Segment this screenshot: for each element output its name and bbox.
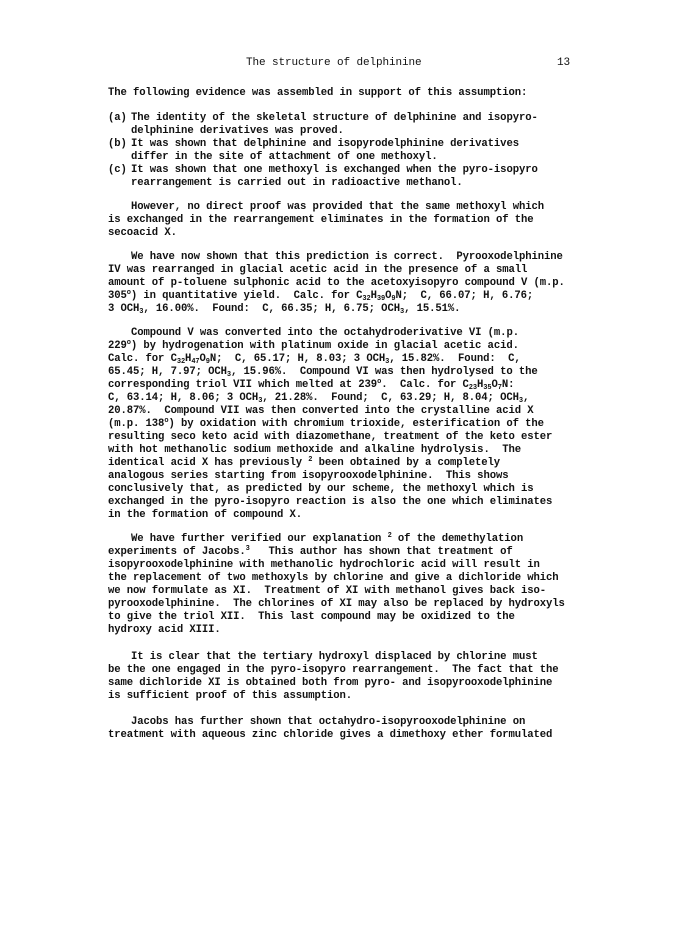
paragraph-line: Jacobs has further shown that octahydro-isopyrooxodelphinine on: [131, 716, 526, 728]
evidence-b-line2: differ in the site of attachment of one methoxyl.: [131, 151, 438, 163]
evidence-label-c: (c): [108, 164, 127, 176]
paragraph-line: is exchanged in the rearrangement eliminates in the formation of the: [108, 214, 534, 226]
evidence-c-line2: rearrangement is carried out in radioactive methanol.: [131, 177, 463, 189]
paragraph-line: IV was rearranged in glacial acetic acid in the presence of a small: [108, 264, 528, 276]
paragraph-line: 20.87%. Compound VII was then converted into the crystalline acid X: [108, 405, 534, 417]
paragraph-line: However, no direct proof was provided that the same methoxyl which: [131, 201, 544, 213]
evidence-label-a: (a): [108, 112, 127, 124]
evidence-a-line2: delphinine derivatives was proved.: [131, 125, 344, 137]
running-title: The structure of delphinine: [246, 57, 422, 69]
paragraph-line: Compound V was converted into the octahydroderivative VI (m.p.: [131, 327, 519, 339]
paragraph-line: We have further verified our explanation $^2$ of the demethylation: [131, 532, 524, 545]
paragraph-line: 229$^o$) by hydrogenation with platinum oxide in glacial acetic acid.: [108, 339, 519, 352]
intro-line: The following evidence was assembled in support of this assumption:: [108, 87, 528, 99]
paragraph-line: amount of p-toluene sulphonic acid to the acetoxyisopyro compound V (m.p.: [108, 277, 565, 289]
paragraph-line: we now formulate as XI. Treatment of XI with methanol gives back iso-: [108, 585, 547, 597]
paragraph-line: secoacid X.: [108, 227, 177, 239]
paragraph-line: (m.p. 138$^o$) by oxidation with chromium trioxide, esterification of the: [108, 417, 544, 430]
paragraph-line: Calc. for $C_{32}H_{47}O_9N$; C, 65.17; H, 8.03; 3 $OCH_3$, 15.82%. Found: C,: [108, 353, 521, 366]
paragraph-line: pyrooxodelphinine. The chlorines of XI may also be replaced by hydroxyls: [108, 598, 565, 610]
evidence-c-line1: It was shown that one methoxyl is exchanged when the pyro-isopyro: [131, 164, 538, 176]
paragraph-line: conclusively that, as predicted by our scheme, the methoxyl which is: [108, 483, 534, 495]
paragraph-line: 305$^o$) in quantitative yield. Calc. for $C_{32}H_{39}O_9N$; C, 66.07; H, 6.76;: [108, 289, 534, 303]
paragraph-line: It is clear that the tertiary hydroxyl displaced by chlorine must: [131, 651, 538, 663]
paragraph-line: be the one engaged in the pyro-isopyro rearrangement. The fact that the: [108, 664, 559, 676]
paragraph-line: We have now shown that this prediction is correct. Pyrooxodelphinine: [131, 251, 563, 263]
paragraph-line: 3 $OCH_3$, 16.00%. Found: C, 66.35; H, 6.75; $OCH_3$, 15.51%.: [108, 303, 461, 316]
page-number: 13: [557, 57, 571, 69]
evidence-label-b: (b): [108, 138, 127, 150]
paragraph-line: corresponding triol VII which melted at 239$^o$. Calc. for $C_{23}H_{35}O_7N$:: [108, 378, 515, 392]
paragraph-line: resulting seco keto acid with diazomethane, treatment of the keto ester: [108, 431, 553, 443]
paragraph-line: to give the triol XII. This last compound may be oxidized to the: [108, 611, 515, 623]
paragraph-line: is sufficient proof of this assumption.: [108, 690, 353, 702]
paragraph-line: identical acid X has previously $^2$ been obtained by a completely: [108, 456, 501, 469]
paragraph-line: same dichloride XI is obtained both from pyro- and isopyrooxodelphinine: [108, 677, 553, 689]
paragraph-line: experiments of Jacobs.$^3$ This author has shown that treatment of: [108, 545, 513, 558]
paragraph-line: the replacement of two methoxyls by chlorine and give a dichloride which: [108, 572, 559, 584]
paragraph-line: isopyrooxodelphinine with methanolic hydrochloric acid will result in: [108, 559, 540, 571]
evidence-b-line1: It was shown that delphinine and isopyrodelphinine derivatives: [131, 138, 519, 150]
paragraph-line: analogous series starting from isopyrooxodelphinine. This shows: [108, 470, 509, 482]
evidence-a-line1: The identity of the skeletal structure of delphinine and isopyro-: [131, 112, 538, 124]
paragraph-line: in the formation of compound X.: [108, 509, 302, 521]
paragraph-line: 65.45; H, 7.97; $OCH_3$, 15.96%. Compound VI was then hydrolysed to the: [108, 366, 538, 379]
paragraph-line: hydroxy acid XIII.: [108, 624, 221, 636]
paragraph-line: C, 63.14; H, 8.06; 3 $OCH_3$, 21.28%. Found; C, 63.29; H, 8.04; $OCH_3$,: [108, 392, 530, 405]
paragraph-line: with hot methanolic sodium methoxide and alkaline hydrolysis. The: [108, 444, 521, 456]
paragraph-line: treatment with aqueous zinc chloride gives a dimethoxy ether formulated: [108, 729, 553, 741]
paragraph-line: exchanged in the pyro-isopyro reaction is also the one which eliminates: [108, 496, 553, 508]
